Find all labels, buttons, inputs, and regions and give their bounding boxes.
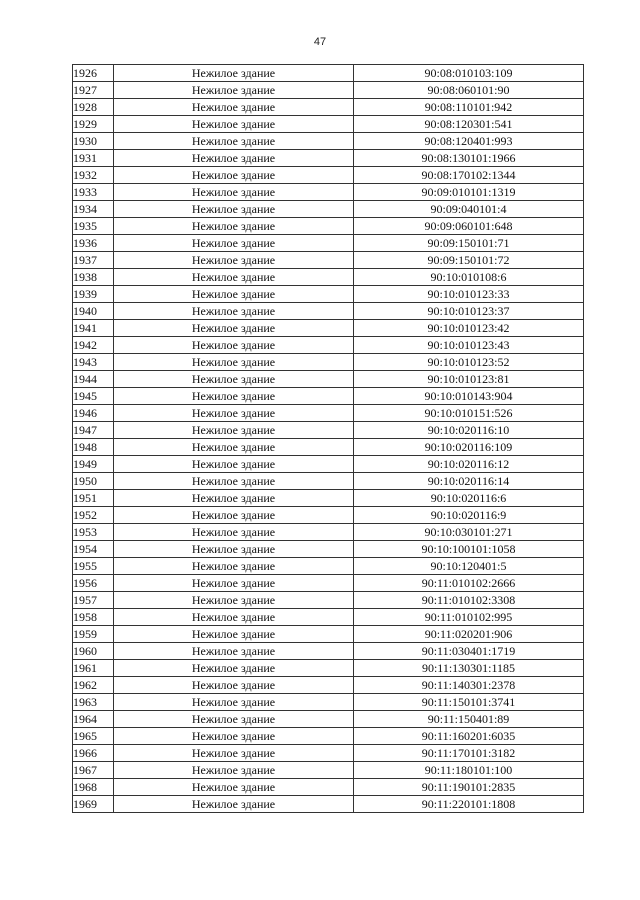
- row-number: 1943: [73, 354, 114, 371]
- table-row: [73, 388, 584, 405]
- object-type: Нежилое здание: [114, 133, 354, 150]
- object-type: Нежилое здание: [114, 167, 354, 184]
- table-row: [73, 201, 584, 218]
- object-type: Нежилое здание: [114, 184, 354, 201]
- object-type: Нежилое здание: [114, 473, 354, 490]
- object-type: Нежилое здание: [114, 524, 354, 541]
- table-row: [73, 643, 584, 660]
- table-row: [73, 371, 584, 388]
- row-number: 1938: [73, 269, 114, 286]
- row-number: 1950: [73, 473, 114, 490]
- table-row: [73, 626, 584, 643]
- table-row: [73, 660, 584, 677]
- table-row: [73, 745, 584, 762]
- cadastral-number: 90:10:120401:5: [354, 558, 584, 575]
- row-number: 1946: [73, 405, 114, 422]
- table-row: [73, 167, 584, 184]
- cadastral-number: 90:09:040101:4: [354, 201, 584, 218]
- row-number: 1966: [73, 745, 114, 762]
- object-type: Нежилое здание: [114, 796, 354, 813]
- row-number: 1951: [73, 490, 114, 507]
- row-number: 1957: [73, 592, 114, 609]
- cadastral-number: 90:10:010123:33: [354, 286, 584, 303]
- table-body: [73, 65, 584, 813]
- row-number: 1929: [73, 116, 114, 133]
- row-number: 1955: [73, 558, 114, 575]
- table-row: [73, 99, 584, 116]
- row-number: 1928: [73, 99, 114, 116]
- cadastral-number: 90:11:150401:89: [354, 711, 584, 728]
- table-row: [73, 677, 584, 694]
- row-number: 1930: [73, 133, 114, 150]
- table-row: [73, 524, 584, 541]
- object-type: Нежилое здание: [114, 490, 354, 507]
- cadastral-number: 90:11:160201:6035: [354, 728, 584, 745]
- row-number: 1939: [73, 286, 114, 303]
- cadastral-number: 90:11:020201:906: [354, 626, 584, 643]
- row-number: 1967: [73, 762, 114, 779]
- object-type: Нежилое здание: [114, 575, 354, 592]
- object-type: Нежилое здание: [114, 99, 354, 116]
- row-number: 1969: [73, 796, 114, 813]
- row-number: 1933: [73, 184, 114, 201]
- row-number: 1960: [73, 643, 114, 660]
- object-type: Нежилое здание: [114, 694, 354, 711]
- row-number: 1965: [73, 728, 114, 745]
- cadastral-number: 90:11:190101:2835: [354, 779, 584, 796]
- object-type: Нежилое здание: [114, 456, 354, 473]
- object-type: Нежилое здание: [114, 218, 354, 235]
- cadastral-number: 90:08:110101:942: [354, 99, 584, 116]
- row-number: 1940: [73, 303, 114, 320]
- object-type: Нежилое здание: [114, 592, 354, 609]
- object-type: Нежилое здание: [114, 82, 354, 99]
- row-number: 1936: [73, 235, 114, 252]
- object-type: Нежилое здание: [114, 371, 354, 388]
- object-type: Нежилое здание: [114, 541, 354, 558]
- table-row: [73, 218, 584, 235]
- row-number: 1926: [73, 65, 114, 82]
- cadastral-number: 90:10:030101:271: [354, 524, 584, 541]
- row-number: 1961: [73, 660, 114, 677]
- object-type: Нежилое здание: [114, 677, 354, 694]
- row-number: 1962: [73, 677, 114, 694]
- row-number: 1949: [73, 456, 114, 473]
- row-number: 1944: [73, 371, 114, 388]
- object-type: Нежилое здание: [114, 116, 354, 133]
- object-type: Нежилое здание: [114, 388, 354, 405]
- object-type: Нежилое здание: [114, 405, 354, 422]
- cadastral-number: 90:09:010101:1319: [354, 184, 584, 201]
- row-number: 1968: [73, 779, 114, 796]
- cadastral-number: 90:10:010123:37: [354, 303, 584, 320]
- table-row: [73, 473, 584, 490]
- cadastral-number: 90:10:010151:526: [354, 405, 584, 422]
- row-number: 1954: [73, 541, 114, 558]
- row-number: 1941: [73, 320, 114, 337]
- object-type: Нежилое здание: [114, 235, 354, 252]
- row-number: 1948: [73, 439, 114, 456]
- table-row: [73, 575, 584, 592]
- table-row: [73, 439, 584, 456]
- cadastral-number: 90:10:010123:43: [354, 337, 584, 354]
- table-row: [73, 184, 584, 201]
- table-row: [73, 65, 584, 82]
- table-row: [73, 711, 584, 728]
- cadastral-number: 90:11:170101:3182: [354, 745, 584, 762]
- cadastral-number: 90:11:180101:100: [354, 762, 584, 779]
- cadastral-number: 90:10:020116:14: [354, 473, 584, 490]
- cadastral-number: 90:08:060101:90: [354, 82, 584, 99]
- object-type: Нежилое здание: [114, 422, 354, 439]
- row-number: 1934: [73, 201, 114, 218]
- object-type: Нежилое здание: [114, 320, 354, 337]
- table-row: [73, 762, 584, 779]
- cadastral-number: 90:10:010143:904: [354, 388, 584, 405]
- cadastral-number: 90:11:150101:3741: [354, 694, 584, 711]
- cadastral-number: 90:10:010108:6: [354, 269, 584, 286]
- object-type: Нежилое здание: [114, 65, 354, 82]
- table-row: [73, 728, 584, 745]
- table-row: [73, 405, 584, 422]
- cadastral-number: 90:08:130101:1966: [354, 150, 584, 167]
- table-row: [73, 320, 584, 337]
- table-row: [73, 422, 584, 439]
- cadastral-number: 90:11:220101:1808: [354, 796, 584, 813]
- row-number: 1964: [73, 711, 114, 728]
- table-row: [73, 82, 584, 99]
- row-number: 1927: [73, 82, 114, 99]
- row-number: 1945: [73, 388, 114, 405]
- cadastral-number: 90:08:120301:541: [354, 116, 584, 133]
- table-row: [73, 456, 584, 473]
- table-row: [73, 507, 584, 524]
- object-type: Нежилое здание: [114, 711, 354, 728]
- object-type: Нежилое здание: [114, 439, 354, 456]
- row-number: 1956: [73, 575, 114, 592]
- table-row: [73, 252, 584, 269]
- object-type: Нежилое здание: [114, 507, 354, 524]
- cadastral-number: 90:11:130301:1185: [354, 660, 584, 677]
- table-row: [73, 694, 584, 711]
- cadastral-number: 90:08:170102:1344: [354, 167, 584, 184]
- object-type: Нежилое здание: [114, 779, 354, 796]
- object-type: Нежилое здание: [114, 660, 354, 677]
- object-type: Нежилое здание: [114, 269, 354, 286]
- table-row: [73, 269, 584, 286]
- cadastral-number: 90:11:010102:995: [354, 609, 584, 626]
- row-number: 1958: [73, 609, 114, 626]
- row-number: 1937: [73, 252, 114, 269]
- cadastral-number: 90:10:010123:52: [354, 354, 584, 371]
- object-type: Нежилое здание: [114, 745, 354, 762]
- row-number: 1932: [73, 167, 114, 184]
- object-type: Нежилое здание: [114, 201, 354, 218]
- object-type: Нежилое здание: [114, 609, 354, 626]
- object-type: Нежилое здание: [114, 303, 354, 320]
- cadastral-number: 90:10:020116:109: [354, 439, 584, 456]
- object-type: Нежилое здание: [114, 337, 354, 354]
- table-row: [73, 609, 584, 626]
- table-row: [73, 490, 584, 507]
- object-type: Нежилое здание: [114, 643, 354, 660]
- cadastral-number: 90:10:010123:81: [354, 371, 584, 388]
- cadastral-number: 90:10:010123:42: [354, 320, 584, 337]
- cadastral-number: 90:10:020116:6: [354, 490, 584, 507]
- table-row: [73, 592, 584, 609]
- object-type: Нежилое здание: [114, 354, 354, 371]
- table-row: [73, 779, 584, 796]
- table-row: [73, 558, 584, 575]
- property-table: [72, 64, 584, 813]
- object-type: Нежилое здание: [114, 626, 354, 643]
- object-type: Нежилое здание: [114, 252, 354, 269]
- page-number: 47: [313, 36, 327, 48]
- object-type: Нежилое здание: [114, 728, 354, 745]
- cadastral-number: 90:11:010102:3308: [354, 592, 584, 609]
- row-number: 1963: [73, 694, 114, 711]
- cadastral-number: 90:11:140301:2378: [354, 677, 584, 694]
- object-type: Нежилое здание: [114, 762, 354, 779]
- row-number: 1959: [73, 626, 114, 643]
- table-row: [73, 286, 584, 303]
- cadastral-number: 90:08:120401:993: [354, 133, 584, 150]
- cadastral-number: 90:10:100101:1058: [354, 541, 584, 558]
- row-number: 1942: [73, 337, 114, 354]
- table-row: [73, 303, 584, 320]
- cadastral-number: 90:10:020116:10: [354, 422, 584, 439]
- cadastral-number: 90:10:020116:12: [354, 456, 584, 473]
- table-row: [73, 235, 584, 252]
- table-row: [73, 337, 584, 354]
- row-number: 1935: [73, 218, 114, 235]
- object-type: Нежилое здание: [114, 150, 354, 167]
- object-type: Нежилое здание: [114, 286, 354, 303]
- cadastral-number: 90:09:060101:648: [354, 218, 584, 235]
- cadastral-number: 90:09:150101:71: [354, 235, 584, 252]
- table-row: [73, 133, 584, 150]
- table-row: [73, 116, 584, 133]
- table-row: [73, 541, 584, 558]
- row-number: 1953: [73, 524, 114, 541]
- cadastral-number: 90:08:010103:109: [354, 65, 584, 82]
- row-number: 1947: [73, 422, 114, 439]
- object-type: Нежилое здание: [114, 558, 354, 575]
- cadastral-number: 90:10:020116:9: [354, 507, 584, 524]
- table-row: [73, 354, 584, 371]
- table-row: [73, 796, 584, 813]
- cadastral-number: 90:11:010102:2666: [354, 575, 584, 592]
- table-row: [73, 150, 584, 167]
- row-number: 1931: [73, 150, 114, 167]
- row-number: 1952: [73, 507, 114, 524]
- cadastral-number: 90:11:030401:1719: [354, 643, 584, 660]
- cadastral-number: 90:09:150101:72: [354, 252, 584, 269]
